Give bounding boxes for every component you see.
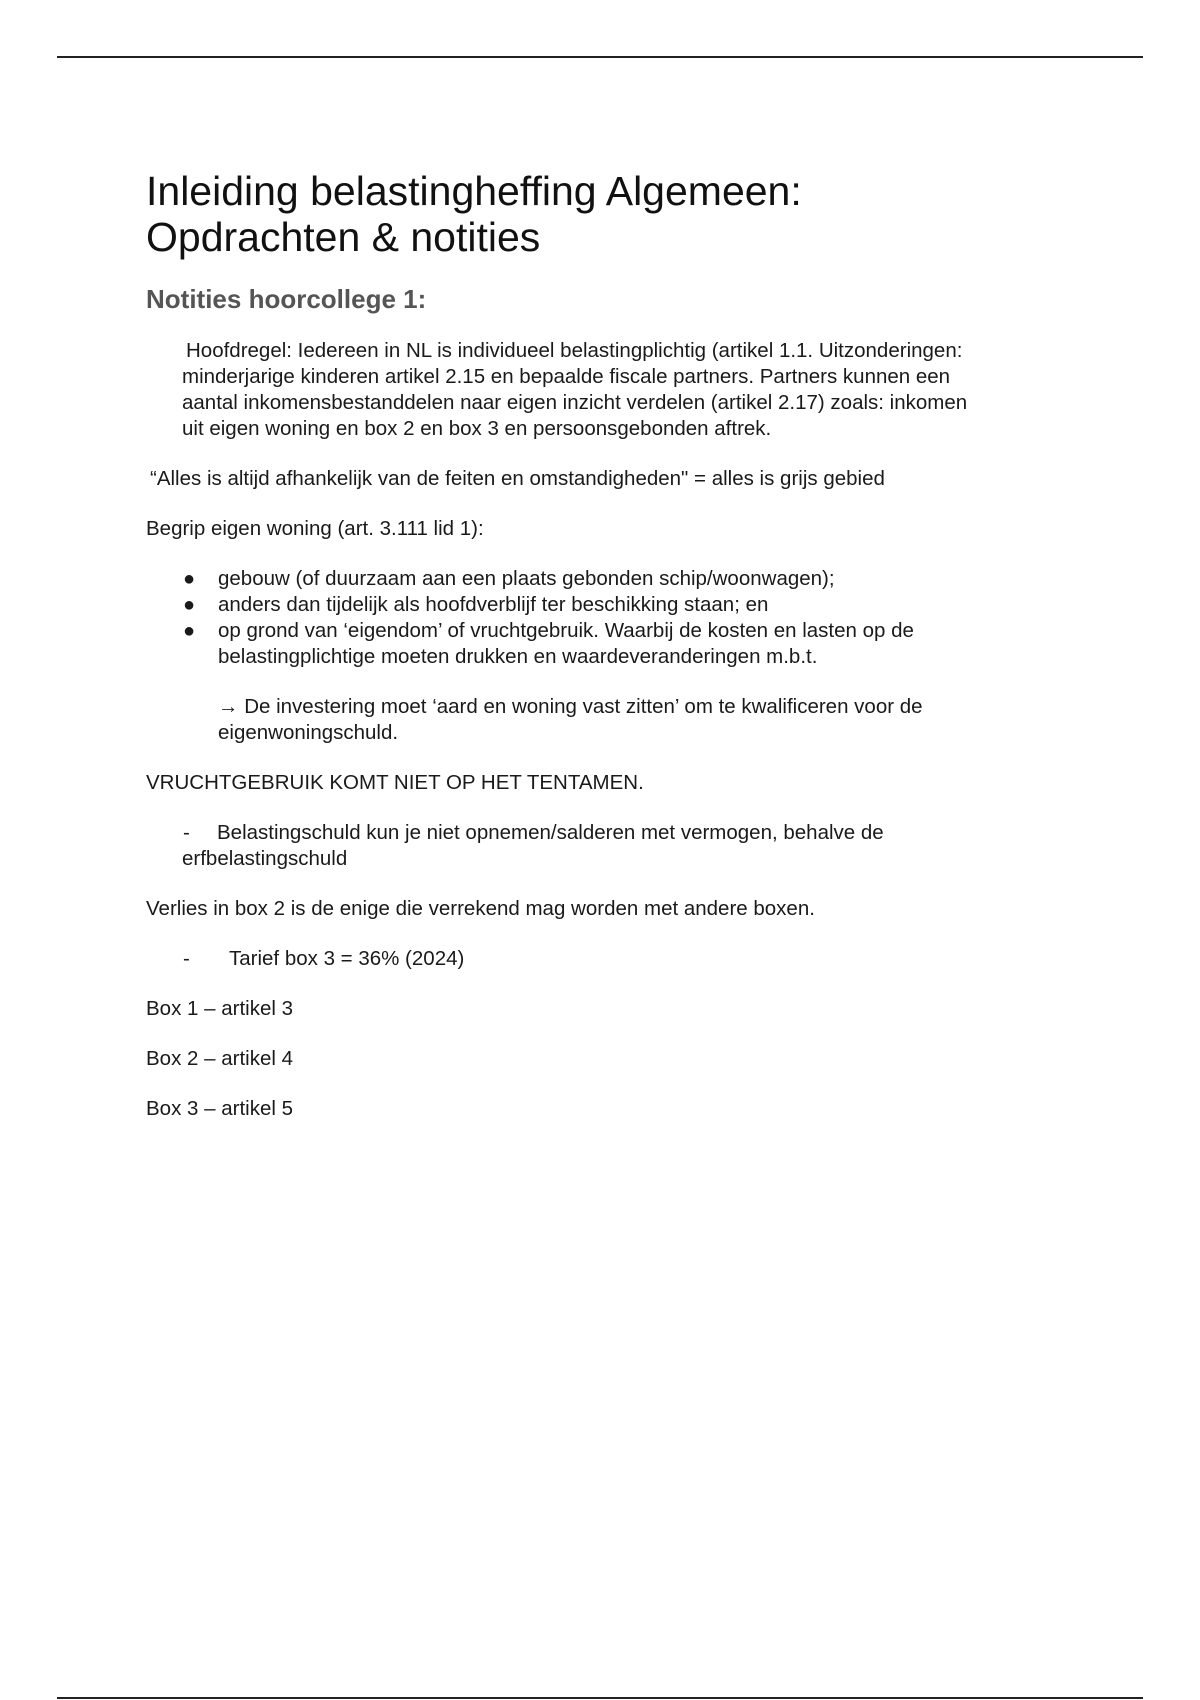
bullet-icon: ● xyxy=(183,568,196,590)
vruchtgebruik-note: VRUCHTGEBRUIK KOMT NIET OP HET TENTAMEN. xyxy=(146,771,644,794)
list-item-text: op grond van ‘eigendom’ of vruchtgebruik. Waarbij de kosten en lasten op de belastingplichtige moeten drukken en waardeveranderingen m.b.t. xyxy=(218,619,914,668)
intro-line-4: uit eigen woning en box 2 en box 3 en persoonsgebonden aftrek. xyxy=(182,417,772,440)
tarief-text: Tarief box 3 = 36% (2024) xyxy=(229,947,465,970)
document-title xyxy=(146,168,1046,260)
box-1-line: Box 1 – artikel 3 xyxy=(146,997,293,1020)
list-item xyxy=(146,592,1046,618)
section-heading: Notities hoorcollege 1: xyxy=(146,284,427,314)
box-2-line: Box 2 – artikel 4 xyxy=(146,1047,293,1070)
intro-line-2: minderjarige kinderen artikel 2.15 en bepaalde fiscale partners. Partners kunnen een xyxy=(182,365,951,388)
list-item xyxy=(146,618,1046,670)
arrow-note xyxy=(146,694,1046,746)
bottom-rule xyxy=(57,1697,1143,1699)
title-line-2: Opdrachten & notities xyxy=(146,214,541,260)
title-line-1: Inleiding belastingheffing Algemeen: xyxy=(146,168,802,214)
dash-icon: - xyxy=(183,821,190,844)
belastingschuld-line-2: erfbelastingschuld xyxy=(182,847,348,870)
arrow-note-line-1: → De investering moet ‘aard en woning vast zitten’ om te kwalificeren voor de xyxy=(218,695,923,718)
box-3-line: Box 3 – artikel 5 xyxy=(146,1097,293,1120)
belastingschuld-line-1: Belastingschuld kun je niet opnemen/salderen met vermogen, behalve de xyxy=(217,821,884,844)
list-item-text: anders dan tijdelijk als hoofdverblijf ter beschikking staan; en xyxy=(218,593,769,616)
intro-paragraph xyxy=(146,338,1046,442)
belastingschuld-item xyxy=(146,820,1046,872)
tarief-item xyxy=(146,946,1046,972)
verlies-paragraph: Verlies in box 2 is de enige die verrekend mag worden met andere boxen. xyxy=(146,897,815,920)
begrip-eigen-woning: Begrip eigen woning (art. 3.111 lid 1): xyxy=(146,517,484,540)
intro-line-3: aantal inkomensbestanddelen naar eigen inzicht verdelen (artikel 2.17) zoals: inkomen xyxy=(182,391,968,414)
list-item xyxy=(146,566,1046,592)
document-body xyxy=(146,168,1046,1122)
arrow-note-line-2: eigenwoningschuld. xyxy=(218,721,399,744)
bullet-icon: ● xyxy=(183,620,196,642)
intro-line-1: Hoofdregel: Iedereen in NL is individueel belastingplichtig (artikel 1.1. Uitzonderingen: xyxy=(186,339,963,362)
top-rule xyxy=(57,56,1143,58)
dash-icon: - xyxy=(183,947,190,970)
list-item-text: gebouw (of duurzaam aan een plaats gebonden schip/woonwagen); xyxy=(218,567,835,590)
bullet-icon: ● xyxy=(183,594,196,616)
quote-paragraph: “Alles is altijd afhankelijk van de feiten en omstandigheden" = alles is grijs gebied xyxy=(150,467,885,490)
bullet-list xyxy=(146,566,1046,670)
